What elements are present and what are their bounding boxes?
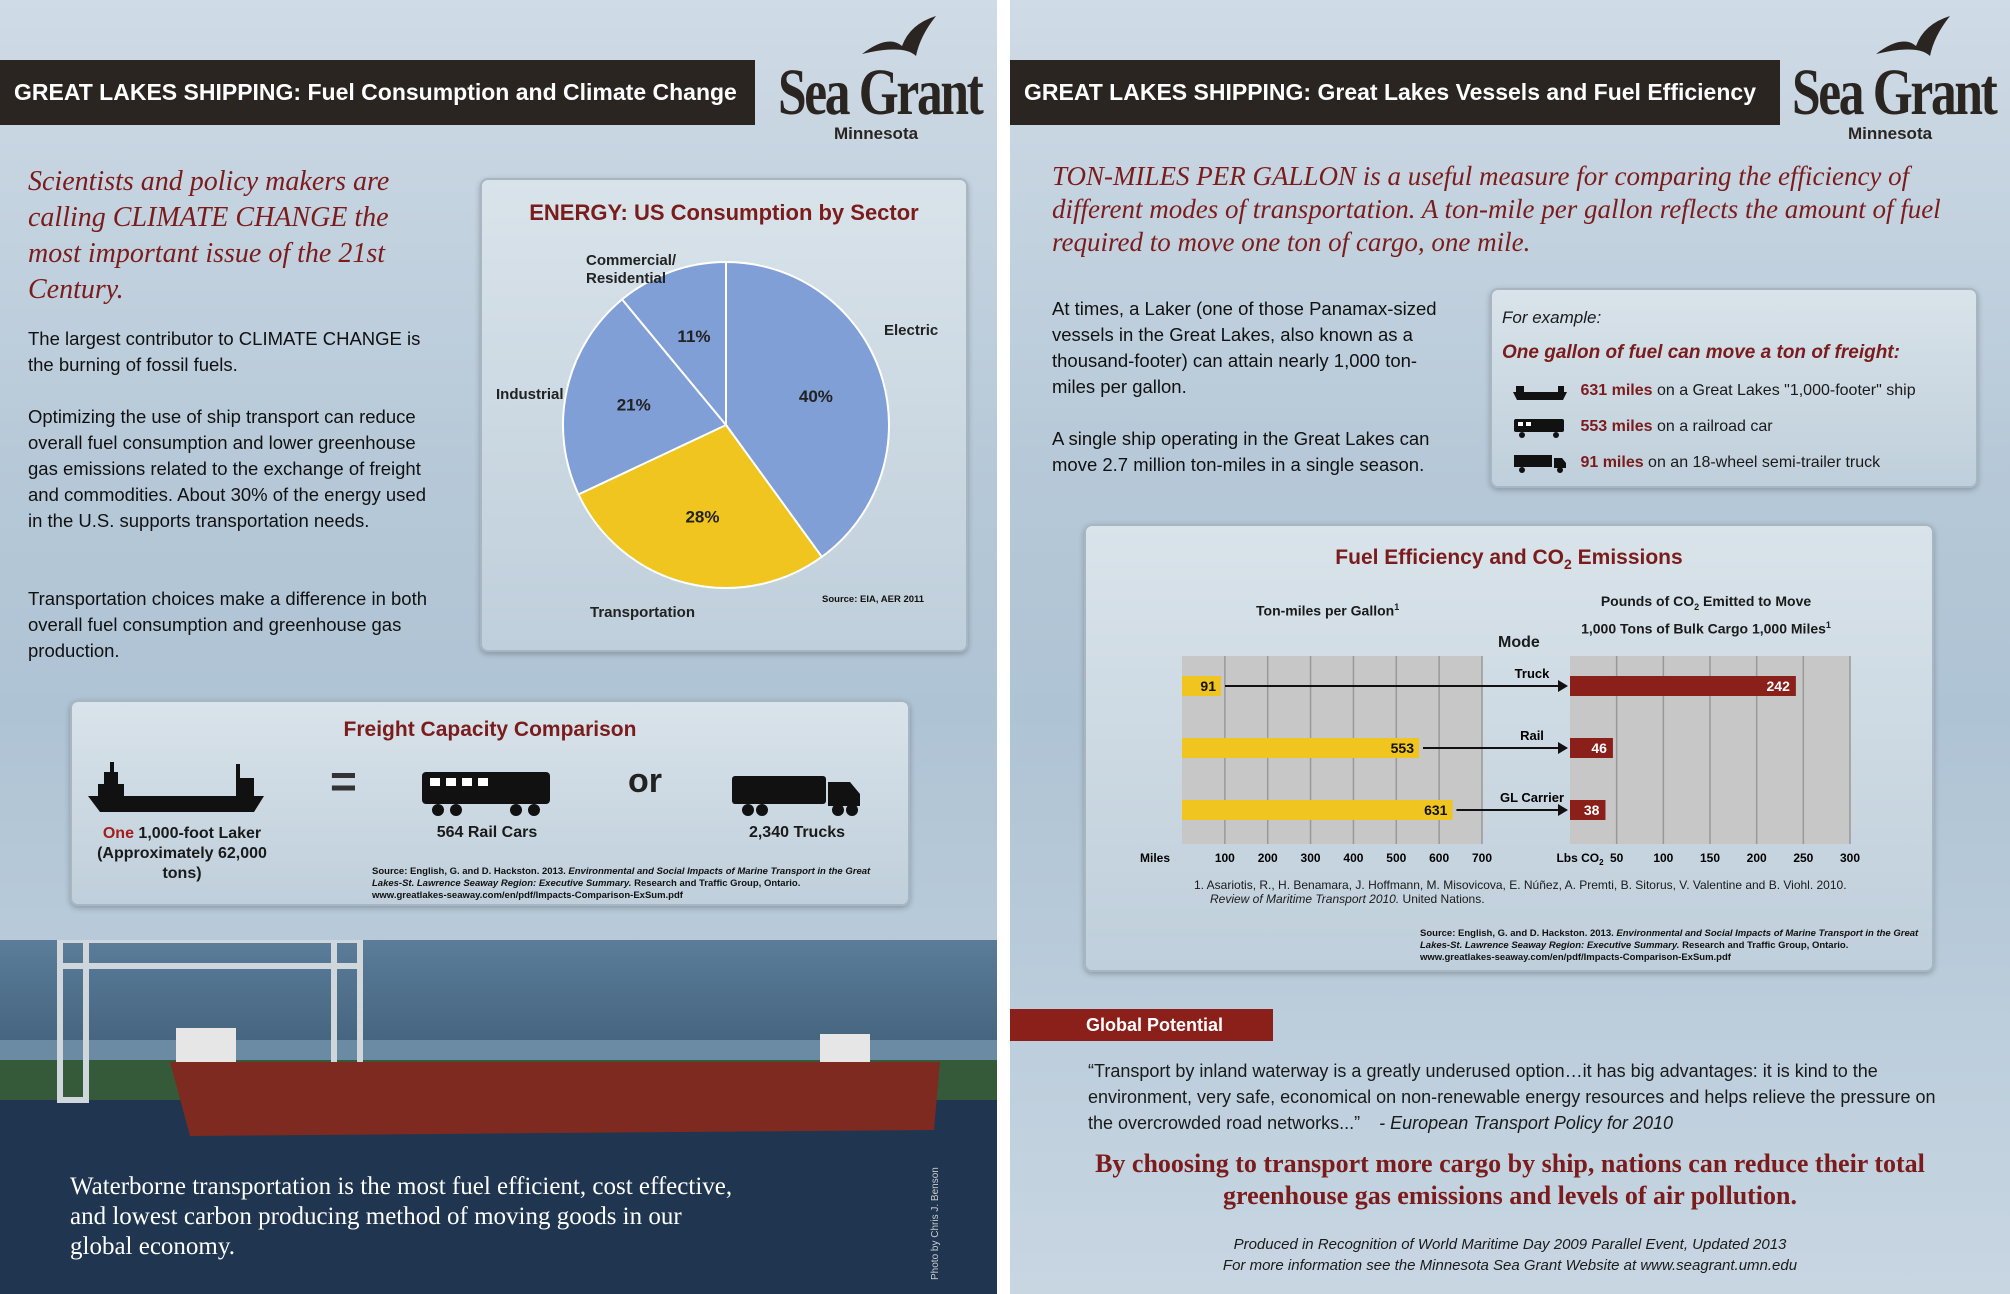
co2-value: 38 [1583,802,1600,818]
laker-caption [82,824,282,884]
left-tick-label: 700 [1471,851,1493,865]
example-row-rail [1512,416,1773,438]
truck-text: on an 18-wheel semi-trailer truck [1643,454,1881,472]
co2-value: 46 [1591,740,1607,756]
right-axis-unit: Lbs $CO_2$ [1556,851,1604,867]
example-lead: For example: [1502,308,1602,327]
fuel-source [1420,928,1920,964]
pie-label-transportation: Transportation [590,604,696,621]
pie-value-label: 11% [677,327,711,347]
fuel-source-c: Research and Traffic Group, Ontario. [1679,940,1849,951]
right-axis-title-sub: 2 [1694,601,1700,612]
right-header-title: GREAT LAKES SHIPPING: Great Lakes Vessels and Fuel Efficiency [1024,79,1756,105]
pie-value-label: 28% [685,507,720,527]
rail-caption: 564 Rail Cars [436,824,538,841]
right-tick-label: 50 [1609,851,1624,865]
footnote-line-1: 1. Asariotis, R., H. Benamara, J. Hoffmann, M. Misovicova, E. Núñez, A. Premti, B. Sitorus, V. Valentine and B. Viohl. 2010. [1194,878,1847,892]
pie-value-label: 21% [616,395,651,415]
footnote-title: Review of Maritime Transport 2010. [1210,892,1400,906]
pie-value-label: 40% [798,386,833,406]
photo-credit: Photo by Chris J. Benson [930,1167,941,1280]
example-row-truck [1512,452,1880,474]
mode-label-0: Truck [1514,666,1550,681]
mode-label-1: Rail [1520,728,1544,743]
rail-miles: 553 miles [1580,418,1653,436]
co2-bar [1570,676,1796,696]
efficiency-bar [1182,738,1419,758]
left-para-1: The largest contributor to CLIMATE CHANGE is the burning of fossil fuels. [28,328,421,375]
left-tick-label: 100 [1214,851,1235,865]
truck-miles: 91 miles [1580,454,1644,472]
right-axis-sup: 1 [1825,619,1831,630]
fuel-source-b: Environmental and Social Impacts of Marine Transport in the Great Lakes-St. Lawrence Seaway Region: Executive Summary. [1420,928,1919,951]
energy-pie-chart [482,180,970,654]
efficiency-value: 631 [1424,802,1448,818]
right-intro: TON-MILES PER GALLON is a useful measure for comparing the efficiency of different modes of transportation. A ton-mile per gallon reflects the amount of fuel required to move one ton of cargo, one mile. [1052,161,1941,257]
laker-ship-icon [86,758,266,818]
efficiency-bar [1182,800,1452,820]
right-sea-grant-logo [1792,18,2010,143]
left-header-title: GREAT LAKES SHIPPING: Fuel Consumption and Climate Change [14,79,737,105]
equals-sign: = [330,755,357,807]
logo-subtitle: Minnesota [834,124,919,143]
logo-wordmark: Sea Grant [1792,56,1996,129]
freight-source-url: www.greatlakes-seaway.com/en/pdf/Impacts-Comparison-ExSum.pdf [372,890,683,901]
produced-line: Produced in Recognition of World Maritime Day 2009 Parallel Event, Updated 2013 [1233,1236,1787,1253]
fuel-title-a: Fuel Efficiency and CO [1335,546,1565,569]
example-panel [1490,288,1978,488]
footnote-publisher: United Nations. [1399,892,1485,906]
rail-car-icon [416,766,558,818]
left-tick-label: 200 [1257,851,1278,865]
harbor-photo [0,940,997,1294]
left-tick-label: 400 [1343,851,1364,865]
global-potential-label: Global Potential [1010,1009,1273,1041]
fuel-source-a: Source: English, G. and D. Hackston. 2013. [1420,928,1617,939]
rail-text: on a railroad car [1652,418,1773,436]
right-para-1: At times, a Laker (one of those Panamax-sized vessels in the Great Lakes, also known as a thousand-footer) can attain nearly 1,000 ton-miles per gallon. [1052,298,1437,397]
pie-label-industrial: Industrial [496,386,564,403]
global-quote-text: “Transport by inland waterway is a greatly underused option…it has big advantages: it is kind to the environment, very safe, economical on non-renewable energy resources and helps relieve the pressure on the overcrowded road networks...” [1088,1061,1936,1133]
fuel-efficiency-chart [1086,526,1936,974]
left-sea-grant-logo [778,18,997,143]
more-info-line: For more information see the Minnesota Sea Grant Website at www.seagrant.umn.edu [1222,1257,1798,1274]
arrow-head-icon [1558,804,1568,816]
mode-label: Mode [1498,634,1540,651]
arrow-head-icon [1558,742,1568,754]
ship-miles: 631 miles [1580,382,1653,400]
right-tick-label: 300 [1839,851,1861,865]
freight-source-a: Source: English, G. and D. Hackston. 2013. [372,866,569,877]
global-conclusion: By choosing to transport more cargo by ship, nations can reduce their total greenhouse gas emissions and levels of air pollution. [1095,1149,1925,1210]
truck-icon [1512,452,1568,474]
fuel-title-b: Emissions [1571,546,1683,569]
rail-icon [1512,416,1568,438]
left-axis-unit: Miles [1139,851,1170,865]
logo-subtitle: Minnesota [1848,124,1933,143]
ship-icon [1512,380,1568,402]
arrow-head-icon [1558,680,1568,692]
energy-pie-panel [480,178,968,652]
right-para-2: A single ship operating in the Great Lakes can move 2.7 million ton-miles in a single season. [1052,428,1430,475]
right-axis-title-c: 1,000 Tons of Bulk Cargo 1,000 Miles [1581,620,1826,637]
fuel-title-sub: 2 [1564,556,1572,573]
left-intro: Scientists and policy makers are calling CLIMATE CHANGE the most important issue of the 21st Century. [28,166,390,305]
freight-source-b: Environmental and Social Impacts of Marine Transport in the Great Lakes-St. Lawrence Seaway Region: Executive Summary. [372,866,871,889]
laker-tons: (Approximately 62,000 tons) [97,845,267,882]
logo-wordmark: Sea Grant [778,56,982,129]
left-axis-sup: 1 [1394,602,1400,612]
produced-note [1070,1234,1950,1276]
left-para-3: Transportation choices make a difference in both overall fuel consumption and greenhouse gas production. [28,588,428,661]
right-header-bar [1010,60,1780,125]
pie-source: Source: EIA, AER 2011 [822,594,925,605]
pie-label-electric: Electric [884,322,939,339]
efficiency-value: 91 [1200,678,1216,694]
fuel-source-url: www.greatlakes-seaway.com/en/pdf/Impacts-Comparison-ExSum.pdf [1420,952,1731,963]
left-tick-label: 300 [1300,851,1321,865]
right-axis-title-a: Pounds of CO [1600,593,1695,609]
trucks-caption: 2,340 Trucks [748,824,846,841]
left-para-2: Optimizing the use of ship transport can reduce overall fuel consumption and lower greenhouse gas emissions related to the exchange of freight and commodities. About 30% of the energy used in the U.S. supports transportation needs. [28,406,427,531]
left-tagline: Waterborne transportation is the most fuel efficient, cost effective, and lowest carbon producing method of moving goods in our global economy. [70,1173,733,1260]
right-tick-label: 200 [1746,851,1767,865]
example-row-ship [1512,380,1916,402]
truck-icon [728,770,864,818]
right-tick-label: 100 [1653,851,1674,865]
or-text: or [628,762,662,800]
right-tick-label: 250 [1793,851,1814,865]
right-tick-label: 150 [1699,851,1721,865]
fuel-chart-panel [1084,524,1934,972]
left-poster [0,0,997,1294]
freight-title: Freight Capacity Comparison [343,718,637,741]
left-tick-label: 600 [1429,851,1450,865]
right-axis-title-b: Emitted to Move [1699,593,1812,609]
example-headline: One gallon of fuel can move a ton of freight: [1502,342,1900,363]
pie-title: ENERGY: US Consumption by Sector [529,200,919,225]
laker-one: One [102,825,134,842]
global-quote [1088,1058,1948,1136]
global-quote-attribution: - European Transport Policy for 2010 [1379,1113,1673,1133]
right-poster [1010,0,2010,1294]
co2-value: 242 [1766,678,1790,694]
freight-source [372,866,872,902]
freight-source-c: Research and Traffic Group, Ontario. [631,878,801,889]
laker-text: 1,000-foot Laker [133,825,262,842]
mode-label-2: GL Carrier [1499,790,1565,805]
left-axis-title-text: Ton-miles per Gallon [1256,602,1395,619]
pie-label-commercial: Commercial/ Residential [586,252,677,287]
efficiency-value: 553 [1390,740,1414,756]
left-header-bar [0,60,755,125]
freight-panel [70,700,910,906]
footnote [1194,878,1847,906]
left-tick-label: 500 [1386,851,1407,865]
ship-text: on a Great Lakes "1,000-footer" ship [1652,382,1916,400]
